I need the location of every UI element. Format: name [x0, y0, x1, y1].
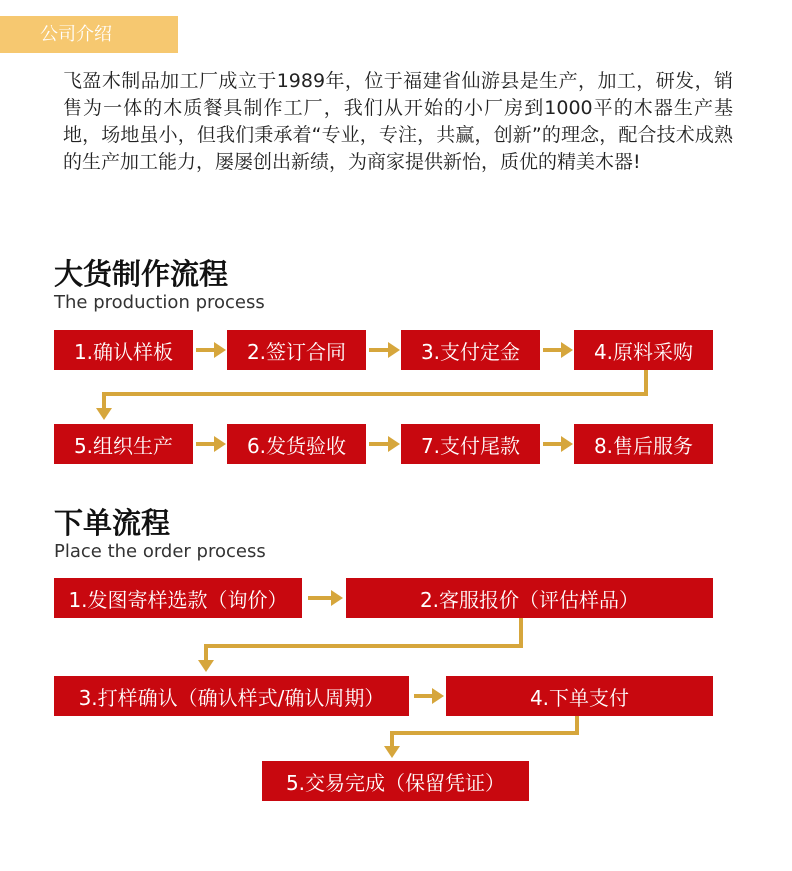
- order-title: 下单流程: [54, 506, 171, 540]
- production-step-7: 7.支付尾款: [401, 424, 540, 464]
- order-subtitle: Place the order process: [54, 541, 266, 562]
- order-step-4: 4.下单支付: [446, 676, 713, 716]
- production-step-4: 4.原料采购: [574, 330, 713, 370]
- order-step-5: 5.交易完成（保留凭证）: [262, 761, 529, 801]
- production-subtitle: The production process: [54, 292, 265, 313]
- production-step-6: 6.发货验收: [227, 424, 366, 464]
- production-step-8: 8.售后服务: [574, 424, 713, 464]
- company-intro: 飞盈木制品加工厂成立于1989年，位于福建省仙游县是生产，加工，研发，销售为一体的木质餐具制作工厂，我们从开始的小厂房到1000平的木器生产基地，场地虽小，但我们秉承着“专业，专注，共赢，创新”的理念，配合技术成熟的生产加工能力，屡屡创出新绩，为商家提供新怡，质优的精美木器!: [63, 70, 733, 173]
- connector-arrow-icon: [206, 618, 521, 662]
- production-step-2: 2.签订合同: [227, 330, 366, 370]
- connector-arrow-icon: [104, 370, 646, 410]
- production-step-5: 5.组织生产: [54, 424, 193, 464]
- order-step-3: 3.打样确认（确认样式/确认周期）: [54, 676, 409, 716]
- order-step-2: 2.客服报价（评估样品）: [346, 578, 713, 618]
- production-step-1: 1.确认样板: [54, 330, 193, 370]
- production-step-3: 3.支付定金: [401, 330, 540, 370]
- production-title: 大货制作流程: [54, 257, 229, 291]
- connector-arrow-icon: [392, 716, 577, 748]
- order-step-1: 1.发图寄样选款（询价）: [54, 578, 302, 618]
- section-tag: 公司介绍: [0, 16, 178, 53]
